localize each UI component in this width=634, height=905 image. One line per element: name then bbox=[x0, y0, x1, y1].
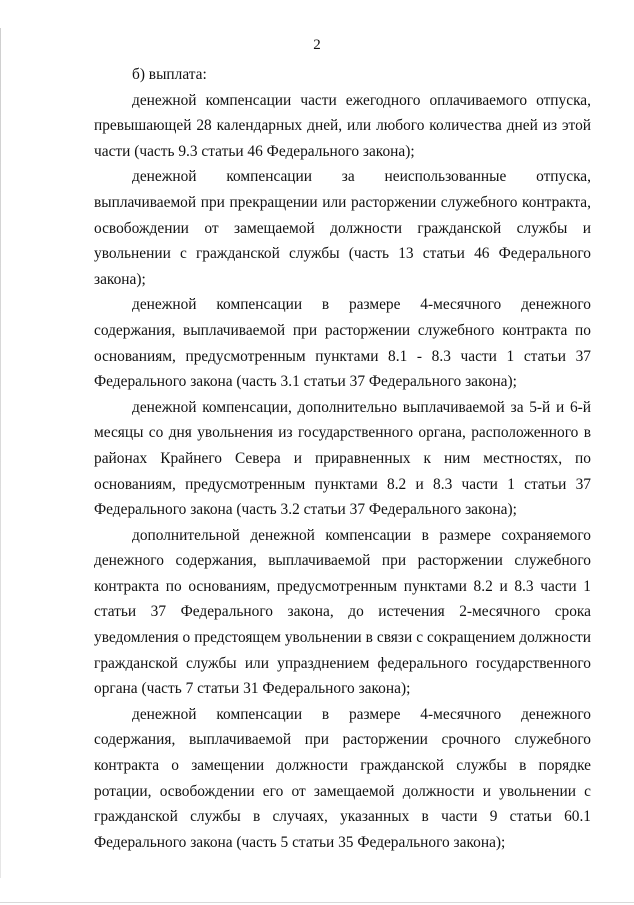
document-body bbox=[94, 62, 591, 855]
scan-edge-bottom bbox=[0, 902, 634, 903]
paragraph-4: денежной компенсации, дополнительно выплачиваемой за 5-й и 6-й месяцы со дня увольнения из государственного органа, расположенного в районах Крайнего Севера и приравненных к ним местностях, по основаниям, предусмотренным пунктами 8.2 и 8.3 части 1 статьи 37 Федерального закона (часть 3.2 статьи 37 Федерального закона); bbox=[94, 398, 591, 519]
paragraph-2: денежной компенсации за неиспользованные отпуска, выплачиваемой при прекращении или расторжении служебного контракта, освобождении от замещаемой должности гражданской службы и увольнении с гражданской службы (часть 13 статьи 46 Федерального закона); bbox=[94, 168, 591, 288]
paragraph-6: денежной компенсации в размере 4-месячного денежного содержания, выплачиваемой при расторжении срочного служебного контракта о замещении должности гражданской службы в порядке ротации, освобождении его от замещаемой должности и увольнении с гражданской службы в случаях, указанных в части 9 статьи 60.1 Федерального закона (часть 5 статьи 35 Федерального закона); bbox=[94, 705, 591, 851]
scan-edge-left bbox=[0, 28, 1, 878]
section-heading: б) выплата: bbox=[132, 66, 207, 83]
paragraph-5: дополнительной денежной компенсации в размере сохраняемого денежного содержания, выплачиваемой при расторжении служебного контракта по основаниям, предусмотренным пунктами 8.2 и 8.3 части 1 статьи 37 Федерального закона, до истечения 2-месячного срока уведомления о предстоящем увольнении в связи с сокращением должности гражданской службы или упразднением федерального государственного органа (часть 7 статьи 31 Федерального закона); bbox=[94, 526, 591, 698]
paragraph-1: денежной компенсации части ежегодного оплачиваемого отпуска, превышающей 28 календарных дней, или любого количества дней из этой части (часть 9.3 статьи 46 Федерального закона); bbox=[94, 91, 591, 160]
page-number: 2 bbox=[313, 37, 321, 53]
paragraph-3: денежной компенсации в размере 4-месячного денежного содержания, выплачиваемой при расторжении служебного контракта по основаниям, предусмотренным пунктами 8.1 - 8.3 части 1 статьи 37 Федерального закона (часть 3.1 статьи 37 Федерального закона); bbox=[94, 296, 591, 391]
